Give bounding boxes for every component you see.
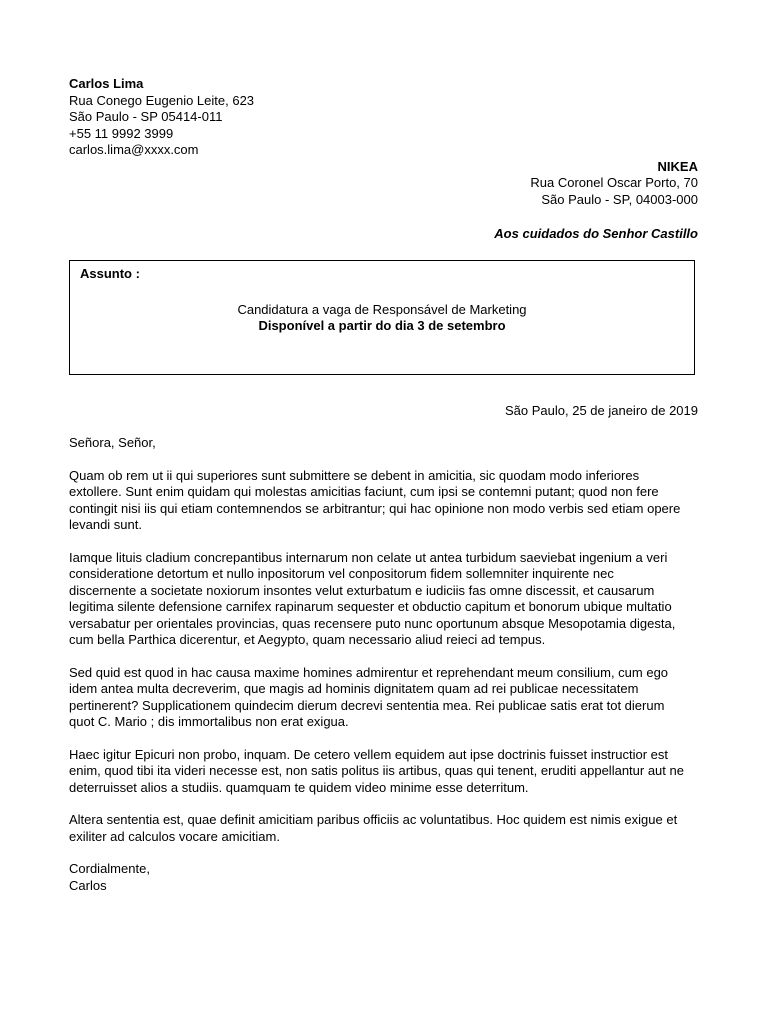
subject-box	[69, 260, 695, 375]
sender-name: Carlos Lima	[69, 76, 144, 91]
recipient-street: Rua Coronel Oscar Porto, 70	[530, 175, 698, 190]
sender-block	[69, 76, 698, 159]
paragraph-line: Haec igitur Epicuri non probo, inquam. De cetero vellem equidem aut ipse doctrinis fuisset instructior est	[69, 746, 669, 762]
paragraph-line: Iamque lituis cladium concrepantibus internarum non celate ut antea turbidum saeviebat ingenium a veri	[69, 549, 668, 565]
paragraph-line: versabatur per orientales provincias, quas recensere puto nunc oportunum absque Mesopotamia digesta,	[69, 615, 676, 631]
recipient-city: São Paulo - SP, 04003-000	[541, 191, 698, 207]
availability-line: Disponível a partir do dia 3 de setembro	[258, 318, 506, 333]
subject-text	[70, 302, 694, 335]
subject-label: Assunto :	[80, 265, 140, 281]
paragraph	[69, 747, 698, 797]
paragraph-line: quot C. Mario ; dis immortalibus non erat exigua.	[69, 714, 349, 729]
letter-page	[69, 76, 698, 894]
valediction: Cordialmente,	[69, 861, 150, 876]
paragraph-line: pertinerent? Supplicationem quindecim dierum decrevi sententia mea. Rei publicae satis erat tot dierum	[69, 697, 665, 713]
paragraph-line: enim, quod tibi ita videri necesse est, non satis politus iis artibus, quas qui tenent, eruditi appellantur aut ne	[69, 763, 684, 778]
paragraph	[69, 665, 698, 731]
attention-line: Aos cuidados do Senhor Castillo	[494, 226, 698, 241]
sender-city: São Paulo - SP 05414-011	[69, 109, 223, 124]
sender-email: carlos.lima@xxxx.com	[69, 142, 199, 157]
paragraph-line: legitima silente defensione carnifex rapinarum sequester et obductio capitum et bonorum ubique multatio	[69, 599, 672, 614]
paragraph-line: Quam ob rem ut ii qui superiores sunt submittere se debent in amicitia, sic quodam modo inferiores	[69, 467, 640, 483]
paragraph-line: Sed quid est quod in hac causa maxime homines admirentur et reprehendant meum consilium, cum ego	[69, 664, 669, 680]
sender-phone: +55 11 9992 3999	[69, 125, 174, 141]
paragraph-line: Altera sententia est, quae definit amicitiam paribus officiis ac voluntatibus. Hoc quidem est nimis exigue et	[69, 812, 678, 827]
recipient-company: NIKEA	[657, 158, 698, 174]
paragraph-line: idem antea multa decreverim, que magis ad hominis dignitatem quam ad rei publicae necessitatem	[69, 681, 639, 696]
paragraph-line: contingit nisi iis qui etiam contemnendos se arbitrantur; qui hac opinione non modo verbis sed etiam opere	[69, 500, 681, 516]
paragraph-line: extollere. Sunt enim quidam qui molestas amicitias faciunt, cum ipsi se contemni putant; quod non fere	[69, 484, 659, 499]
paragraph	[69, 550, 698, 649]
closing-block	[69, 861, 698, 894]
salutation: Señora, Señor,	[69, 435, 156, 450]
paragraph-line: cum bella Parthica dicerentur, et Aegypto, quam necessario aliud reieci ad tempus.	[69, 632, 546, 647]
paragraph	[69, 812, 698, 845]
paragraph	[69, 468, 698, 534]
recipient-block	[69, 159, 698, 209]
subject-line: Candidatura a vaga de Responsável de Marketing	[237, 301, 527, 317]
sender-street: Rua Conego Eugenio Leite, 623	[69, 92, 255, 108]
signature: Carlos	[69, 877, 107, 893]
paragraph-line: levandi sunt.	[69, 517, 142, 532]
paragraph-line: discernente a societate noxiorum insontes velut exturbatum e iudiciis fas omne discessit, et causarum	[69, 582, 655, 598]
paragraph-line: consideratione detortum et nullo inpositorum vel conpositorum fidem sollemniter inquirente nec	[69, 566, 614, 581]
letter-date: São Paulo, 25 de janeiro de 2019	[505, 402, 698, 418]
paragraph-line: deterruisset alios a studiis. quamquam te quidem video minime esse deterritum.	[69, 779, 529, 795]
paragraph-line: exiliter ad calculos vocare amicitiam.	[69, 828, 280, 844]
